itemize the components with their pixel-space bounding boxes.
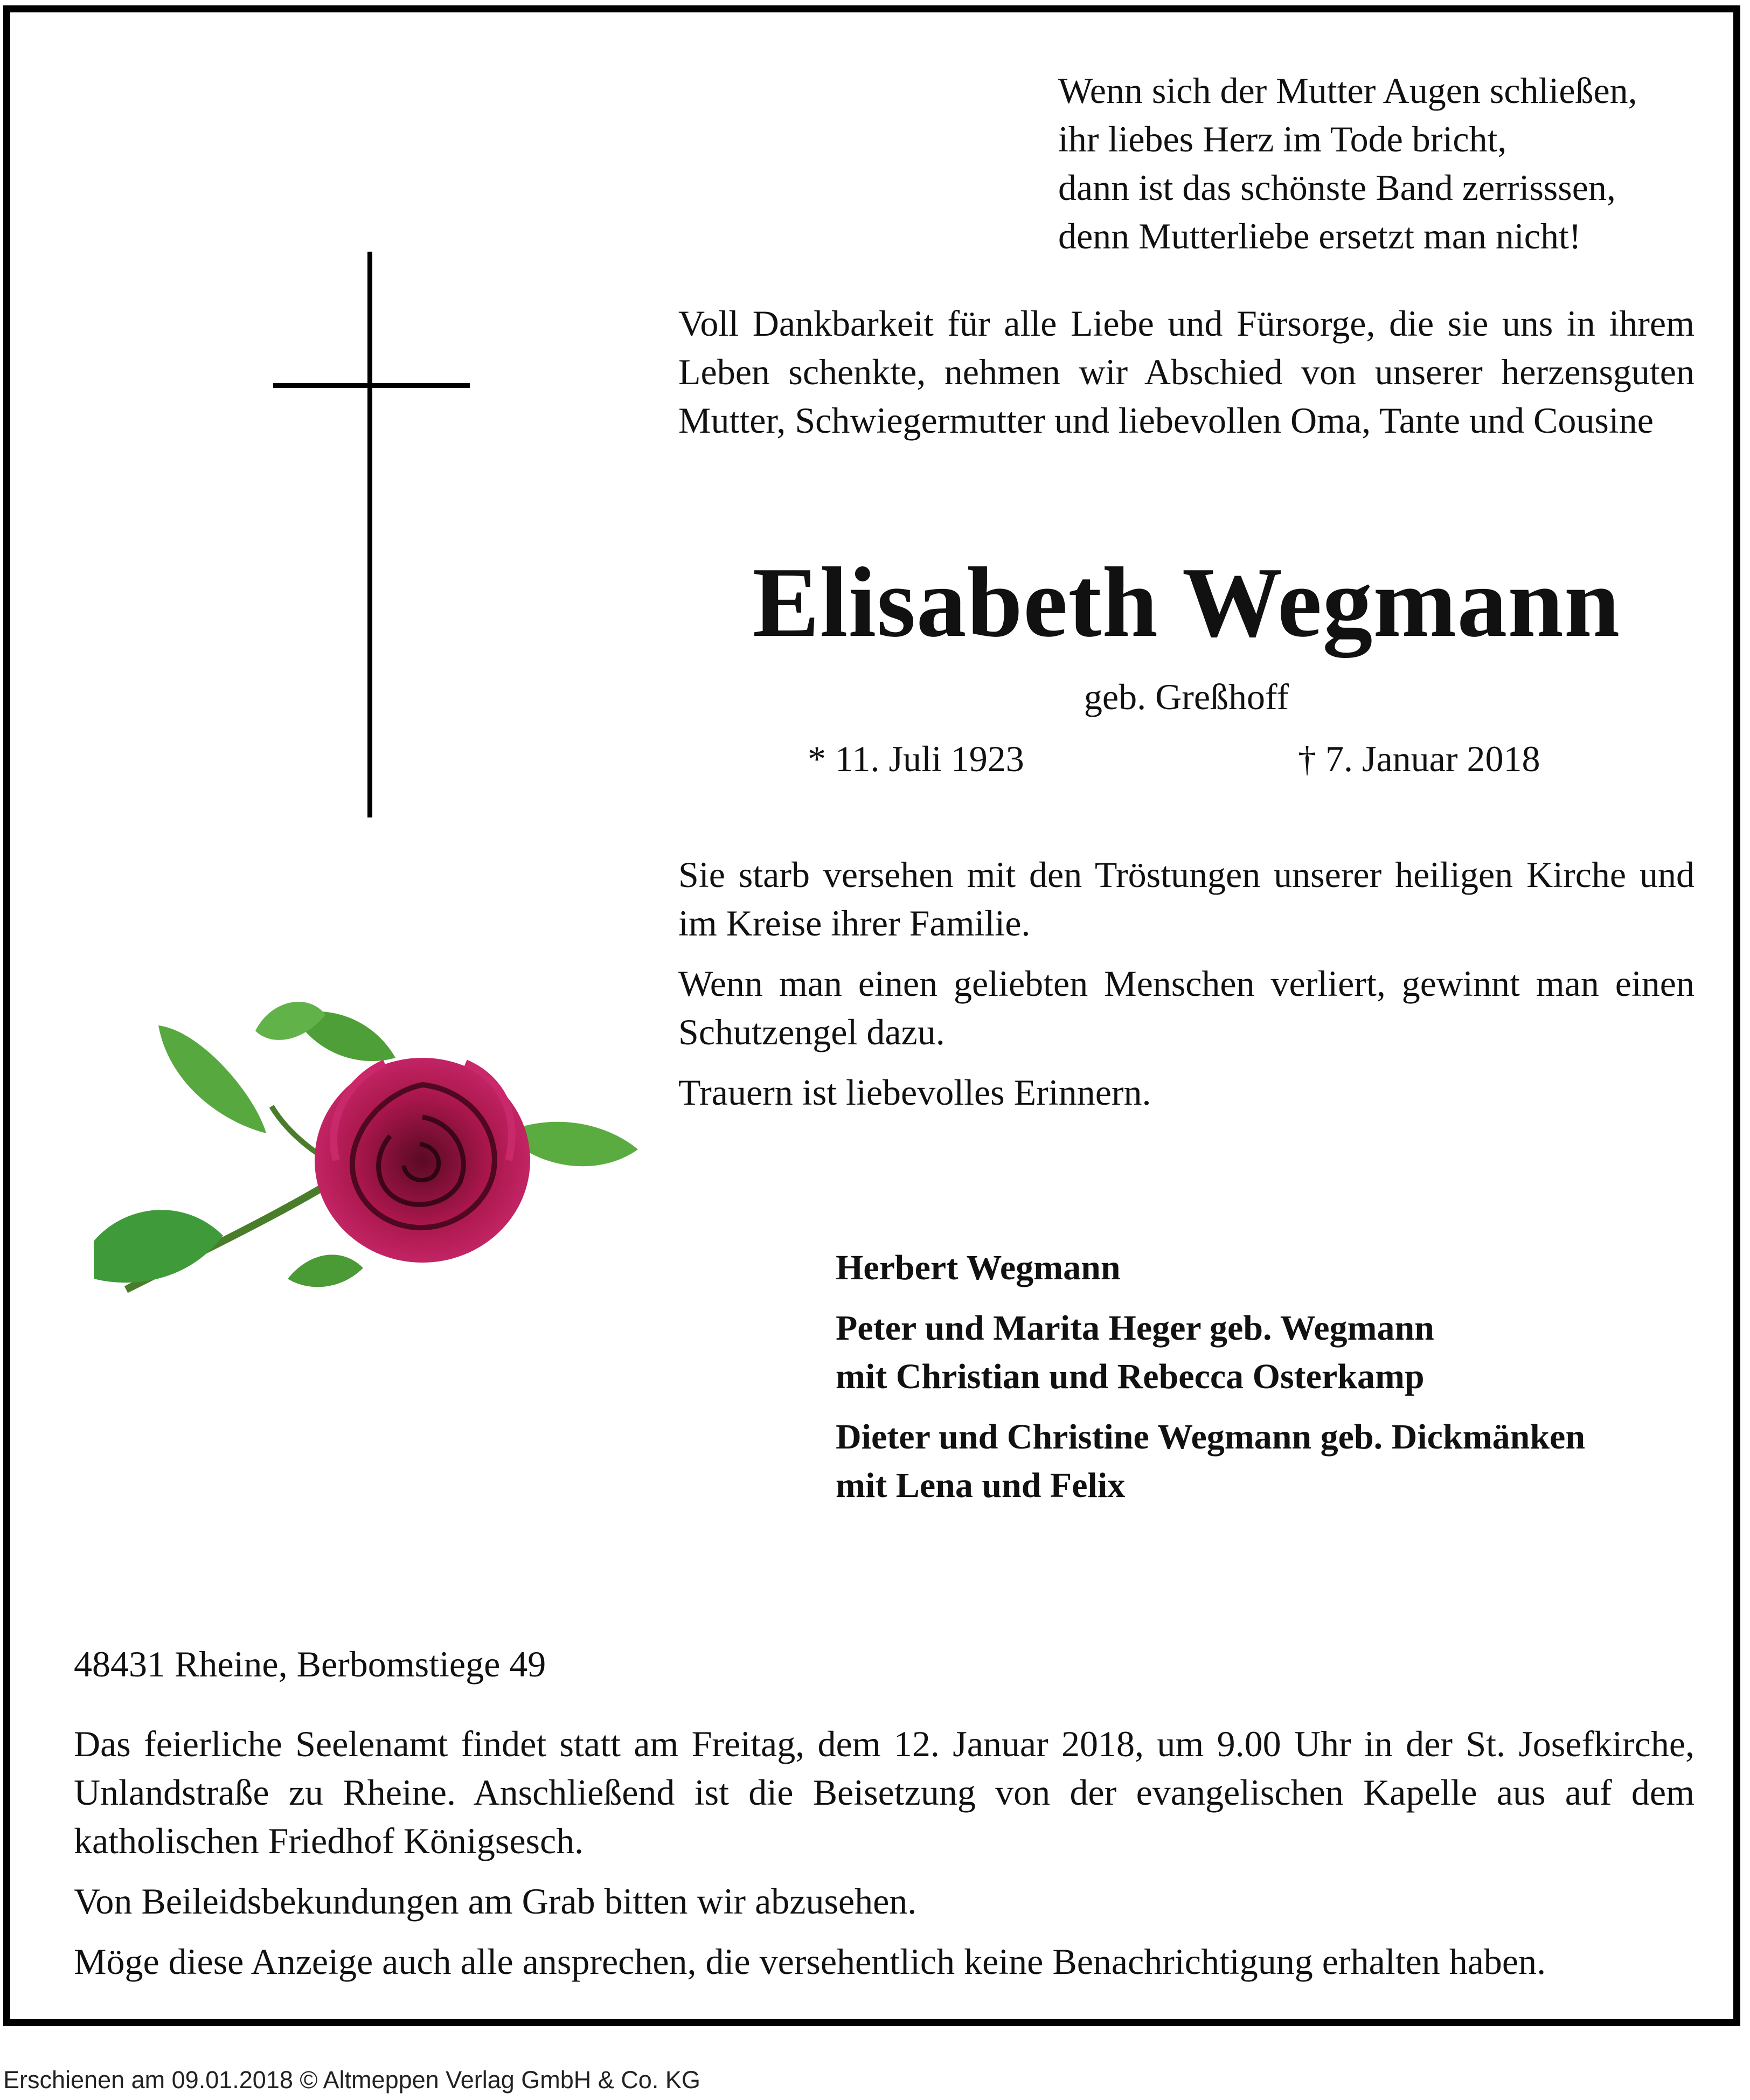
publication-footer: Erschienen am 09.01.2018 © Altmeppen Verlag GmbH & Co. KG	[3, 2066, 700, 2094]
family-line: Herbert Wegmann	[836, 1248, 1121, 1287]
service-paragraph: Möge diese Anzeige auch alle ansprechen, die versehentlich keine Benachrichtigung erhalten haben.	[74, 1941, 1546, 1982]
poem-line: dann ist das schönste Band zerrisssen,	[1058, 167, 1616, 208]
obituary-frame	[3, 5, 1740, 2026]
memorial-paragraphs	[678, 850, 1695, 1128]
poem-line: ihr liebes Herz im Tode bricht,	[1058, 119, 1507, 160]
service-paragraph: Das feierliche Seelenamt findet statt am Freitag, dem 12. Januar 2018, um 9.00 Uhr in der St. Josefkirche, Unlandstraße zu Rheine. Anschließend ist die Beisetzung von der evangelischen Kapelle aus auf dem katholischen Friedhof Königsesch.	[74, 1723, 1695, 1861]
paragraph: Sie starb versehen mit den Tröstungen unserer heiligen Kirche und im Kreise ihrer Familie.	[678, 854, 1695, 944]
poem-line: Wenn sich der Mutter Augen schließen,	[1058, 70, 1637, 111]
cross-icon-horizontal	[273, 383, 470, 388]
service-paragraph: Von Beileidsbekundungen am Grab bitten wir abzusehen.	[74, 1881, 917, 1922]
family-line: mit Christian und Rebecca Osterkamp	[836, 1357, 1425, 1396]
family-line: Peter und Marita Heger geb. Wegmann	[836, 1308, 1434, 1348]
poem	[1058, 66, 1716, 260]
maiden-name: geb. Greßhoff	[1084, 676, 1289, 717]
service-info	[74, 1720, 1695, 1998]
paragraph: Trauern ist liebevolles Erinnern.	[678, 1072, 1151, 1113]
death-date: † 7. Januar 2018	[1298, 738, 1540, 779]
intro-text: Voll Dankbarkeit für alle Liebe und Fürsorge, die sie uns in ihrem Leben schenkte, nehmen wir Abschied von unserer herzensguten Mutter, Schwiegermutter und liebevollen Oma, Tante und Cousine	[678, 303, 1695, 441]
rose-image	[94, 999, 638, 1333]
deceased-name: Elisabeth Wegmann	[752, 547, 1621, 658]
family-line: Dieter und Christine Wegmann geb. Dickmänken	[836, 1417, 1586, 1457]
family-signatures	[836, 1244, 1709, 1522]
paragraph: Wenn man einen geliebten Menschen verliert, gewinnt man einen Schutzengel dazu.	[678, 963, 1695, 1052]
birth-date: * 11. Juli 1923	[808, 738, 1024, 779]
address: 48431 Rheine, Berbomstiege 49	[74, 1644, 546, 1685]
family-line: mit Lena und Felix	[836, 1466, 1126, 1505]
cross-icon-vertical	[367, 252, 372, 817]
poem-line: denn Mutterliebe ersetzt man nicht!	[1058, 216, 1581, 257]
